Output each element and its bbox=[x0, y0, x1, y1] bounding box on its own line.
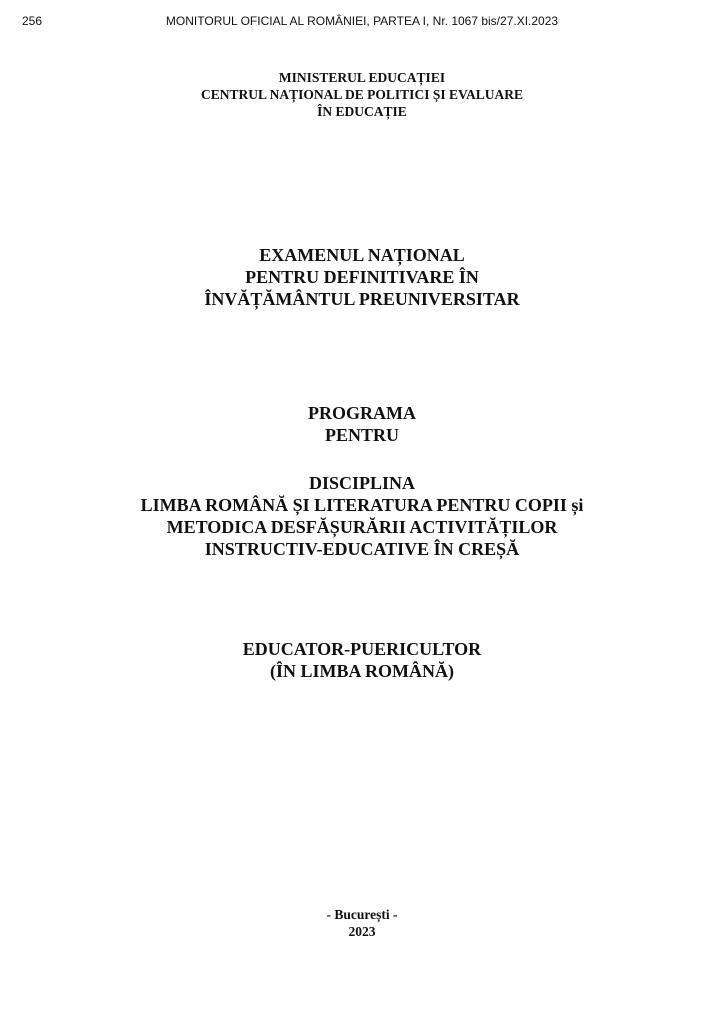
year: 2023 bbox=[348, 924, 376, 939]
programa-title bbox=[0, 402, 724, 446]
exam-title-line: EXAMENUL NAȚIONAL bbox=[259, 245, 465, 265]
ministry-heading bbox=[0, 69, 724, 120]
discipline-line: METODICA DESFĂȘURĂRII ACTIVITĂȚILOR bbox=[166, 517, 558, 537]
specialty-title bbox=[0, 638, 724, 682]
running-head: MONITORUL OFICIAL AL ROMÂNIEI, PARTEA I, Nr. 1067 bis/27.XI.2023 bbox=[165, 14, 559, 28]
exam-title-line: ÎNVĂȚĂMÂNTUL PREUNIVERSITAR bbox=[204, 289, 520, 309]
discipline-line: DISCIPLINA bbox=[308, 473, 416, 493]
specialty-line: (ÎN LIMBA ROMÂNĂ) bbox=[270, 661, 454, 681]
specialty-line: EDUCATOR-PUERICULTOR bbox=[242, 639, 482, 659]
programa-line: PROGRAMA bbox=[308, 403, 416, 423]
exam-title-line: PENTRU DEFINITIVARE ÎN bbox=[245, 267, 479, 287]
programa-line: PENTRU bbox=[324, 425, 399, 445]
city: - București - bbox=[326, 907, 398, 922]
place-and-year bbox=[0, 906, 724, 940]
ministry-line: MINISTERUL EDUCAȚIEI bbox=[278, 70, 446, 85]
discipline-title bbox=[0, 472, 724, 560]
ministry-line: CENTRUL NAȚIONAL DE POLITICI ȘI EVALUARE bbox=[201, 87, 523, 102]
discipline-line: INSTRUCTIV-EDUCATIVE ÎN CREȘĂ bbox=[204, 539, 520, 559]
exam-title bbox=[0, 244, 724, 310]
ministry-line: ÎN EDUCAȚIE bbox=[317, 104, 407, 119]
discipline-line: LIMBA ROMÂNĂ ȘI LITERATURA PENTRU COPII și bbox=[140, 495, 584, 515]
page-number: 256 bbox=[22, 14, 43, 28]
